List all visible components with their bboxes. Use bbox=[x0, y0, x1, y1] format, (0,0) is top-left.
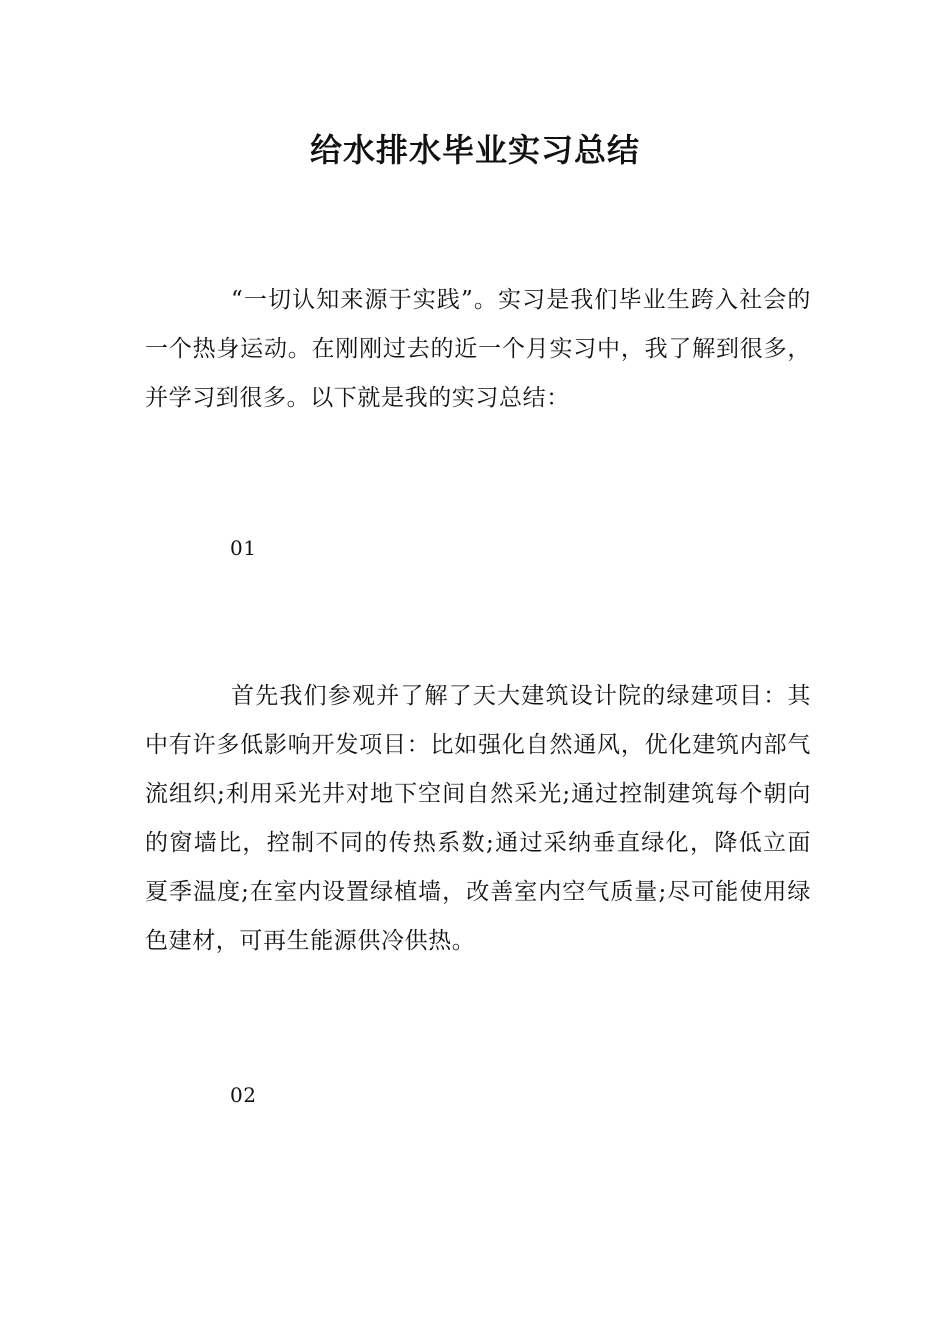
section-number-01: 01 bbox=[230, 536, 257, 560]
document-title: 给水排水毕业实习总结 bbox=[309, 131, 640, 169]
section-number-02: 02 bbox=[230, 1083, 257, 1107]
intro-paragraph: “一切认知来源于实践”。实习是我们毕业生跨入社会的一个热身运动。在刚刚过去的近一个月实习中，我了解到很多，并学习到很多。以下就是我的实习总结： bbox=[145, 287, 811, 411]
section-01-paragraph: 首先我们参观并了解了天大建筑设计院的绿建项目：其中有许多低影响开发项目：比如强化自然通风，优化建筑内部气流组织;利用采光井对地下空间自然采光;通过控制建筑每个朝向的窗墙比，控制不同的传热系数;通过采纳垂直绿化，降低立面夏季温度;在室内设置绿植墙，改善室内空气质量;尽可能使用绿色建材，可再生能源供冷供热。 bbox=[145, 683, 811, 954]
